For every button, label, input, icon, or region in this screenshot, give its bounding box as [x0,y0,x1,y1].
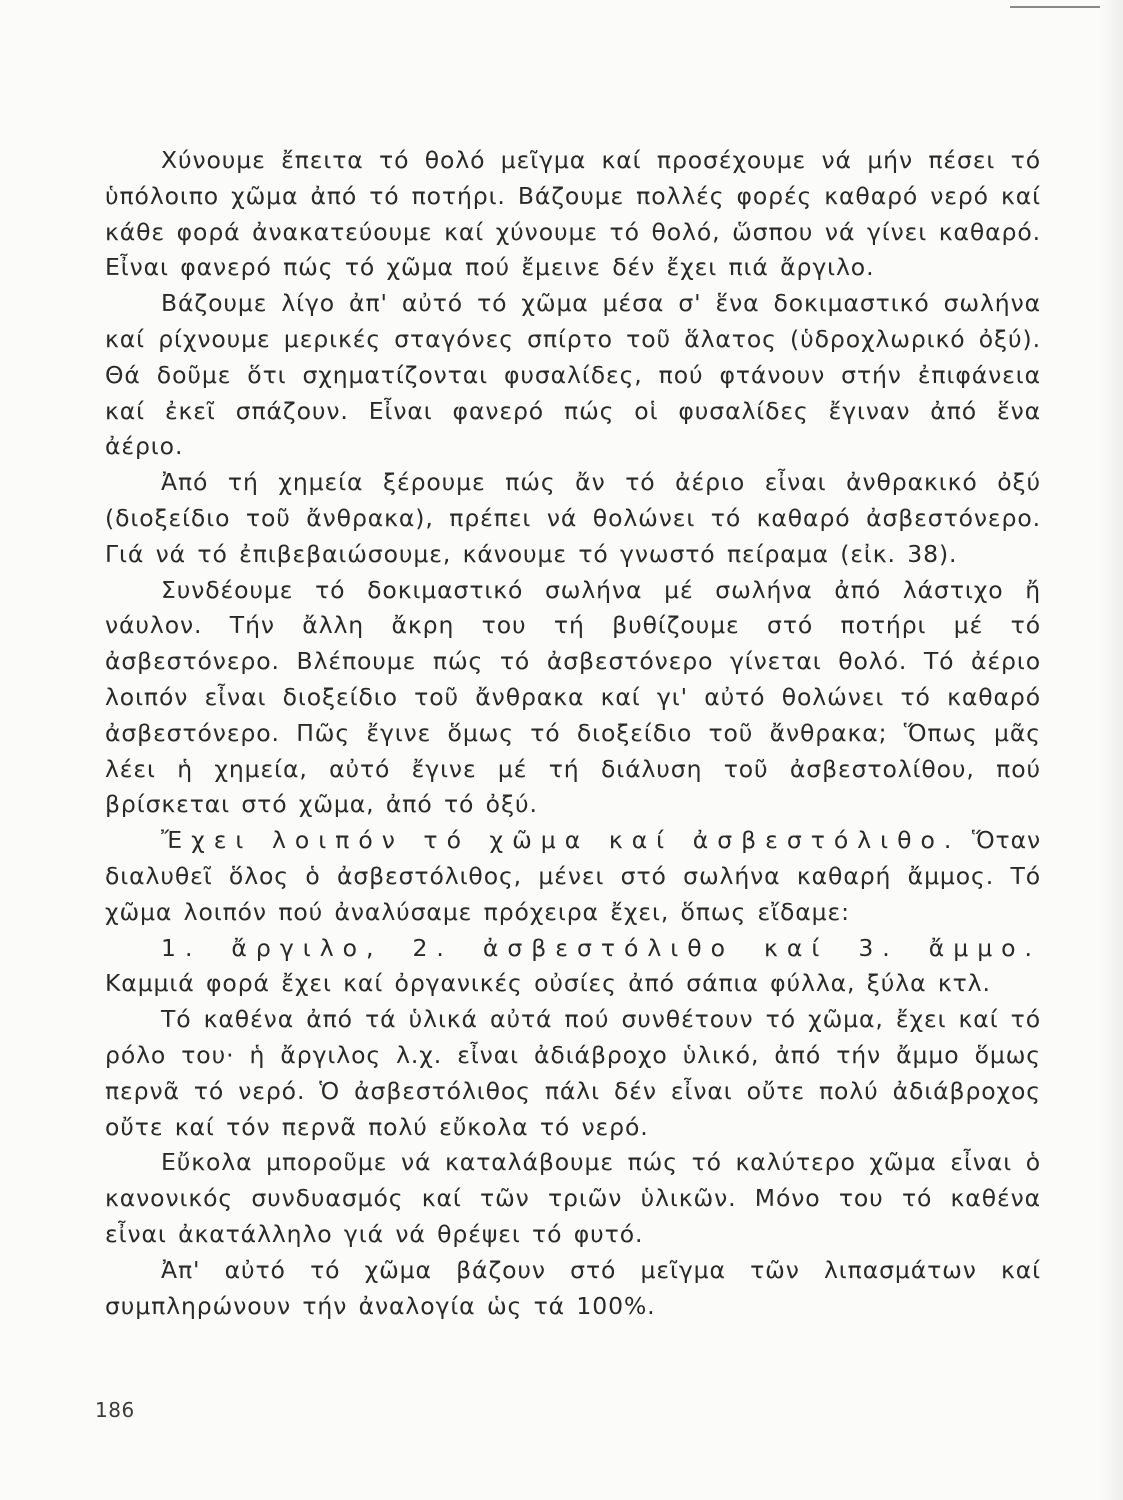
paragraph: Ἀπό τή χημεία ξέρουμε πώς ἄν τό ἀέριο εἶναι ἀνθρακικό ὀξύ (διοξείδιο τοῦ ἄνθρακα), πρέπει νά θολώνει τό καθαρό ἀσβεστόνερο. Γιά νά τό ἐπιβεβαιώσουμε, κάνουμε τό γνωστό πείραμα (εἰκ. 38). [105,468,1041,568]
page-edge-shadow [1099,0,1123,1500]
body-text [105,143,1041,1324]
paragraph: Τό καθένα ἀπό τά ὑλικά αὐτά πού συνθέτουν τό χῶμα, ἔχει καί τό ρόλο του· ἡ ἄργιλος λ.χ. εἶναι ἀδιάβροχο ὑλικό, ἀπό τήν ἄμμο ὅμως περνᾶ τό νερό. Ὁ ἀσβεστόλιθος πάλι δέν εἶναι οὔτε πολύ ἀδιάβροχος οὔτε καί τόν περνᾶ πολύ εὔκολα τό νερό. [105,1005,1041,1141]
emphasis-spaced-list: 1. ἄργιλο, 2. ἀσβεστόλιθο καί 3. ἄμμο. [161,933,1041,962]
paragraph: Εὔκολα μποροῦμε νά καταλάβουμε πώς τό καλύτερο χῶμα εἶναι ὁ κανονικός συνδυασμός καί τῶν τριῶν ὑλικῶν. Μόνο του τό καθένα εἶναι ἀκατάλληλο γιά νά θρέψει τό φυτό. [105,1148,1041,1248]
paragraph-text: Ὅταν διαλυθεῖ ὅλος ὁ ἀσβεστόλιθος, μένει στό σωλήνα καθαρή ἄμμος. Τό χῶμα λοιπόν πού ἀναλύσαμε πρόχειρα ἔχει, ὅπως εἴδαμε: [105,826,1041,926]
paragraph: Ἀπ' αὐτό τό χῶμα βάζουν στό μεῖγμα τῶν λιπασμάτων καί συμπληρώνουν τήν ἀναλογία ὡς τά 100%. [105,1255,1041,1320]
top-rule [1010,6,1100,8]
page-number: 186 [95,1398,135,1422]
paragraph-text: Καμμιά φορά ἔχει καί ὀργανικές οὐσίες ἀπό σάπια φύλλα, ξύλα κτλ. [105,969,991,998]
emphasis-spaced-text: Ἔχει λοιπόν τό χῶμα καί ἀσβεστόλιθο. [161,826,961,855]
paragraph [105,931,1041,1003]
paragraph: Βάζουμε λίγο ἀπ' αὐτό τό χῶμα μέσα σ' ἕνα δοκιμαστικό σωλήνα καί ρίχνουμε μερικές σταγόνες σπίρτο τοῦ ἅλατος (ὑδροχλωρικό ὀξύ). Θά δοῦμε ὅτι σχηματίζονται φυσαλίδες, πού φτάνουν στήν ἐπιφάνεια καί ἐκεῖ σπάζουν. Εἶναι φανερό πώς οἱ φυσαλίδες ἔγιναν ἀπό ἕνα ἀέριο. [105,289,1041,461]
paragraph: Συνδέουμε τό δοκιμαστικό σωλήνα μέ σωλήνα ἀπό λάστιχο ἤ νάυλον. Τήν ἄλλη ἄκρη του τή βυθίζουμε στό ποτήρι μέ τό ἀσβεστόνερο. Βλέπουμε πώς τό ἀσβεστόνερο γίνεται θολό. Τό ἀέριο λοιπόν εἶναι διοξείδιο τοῦ ἄνθρακα καί γι' αὐτό θολώνει τό καθαρό ἀσβεστόνερο. Πῶς ἔγινε ὅμως τό διοξείδιο τοῦ ἄνθρακα; Ὅπως μᾶς λέει ἡ χημεία, αὐτό ἔγινε μέ τή διάλυση τοῦ ἀσβεστολίθου, πού βρίσκεται στό χῶμα, ἀπό τό ὀξύ. [105,575,1041,819]
paragraph: Χύνουμε ἔπειτα τό θολό μεῖγμα καί προσέχουμε νά μήν πέσει τό ὑπόλοιπο χῶμα ἀπό τό ποτήρι. Βάζουμε πολλές φορές καθαρό νερό καί κάθε φορά ἀνακατεύουμε καί χύνουμε τό θολό, ὥσπου νά γίνει καθαρό. Εἶναι φανερό πώς τό χῶμα πού ἔμεινε δέν ἔχει πιά ἄργιλο. [105,146,1041,282]
paragraph [105,823,1041,930]
